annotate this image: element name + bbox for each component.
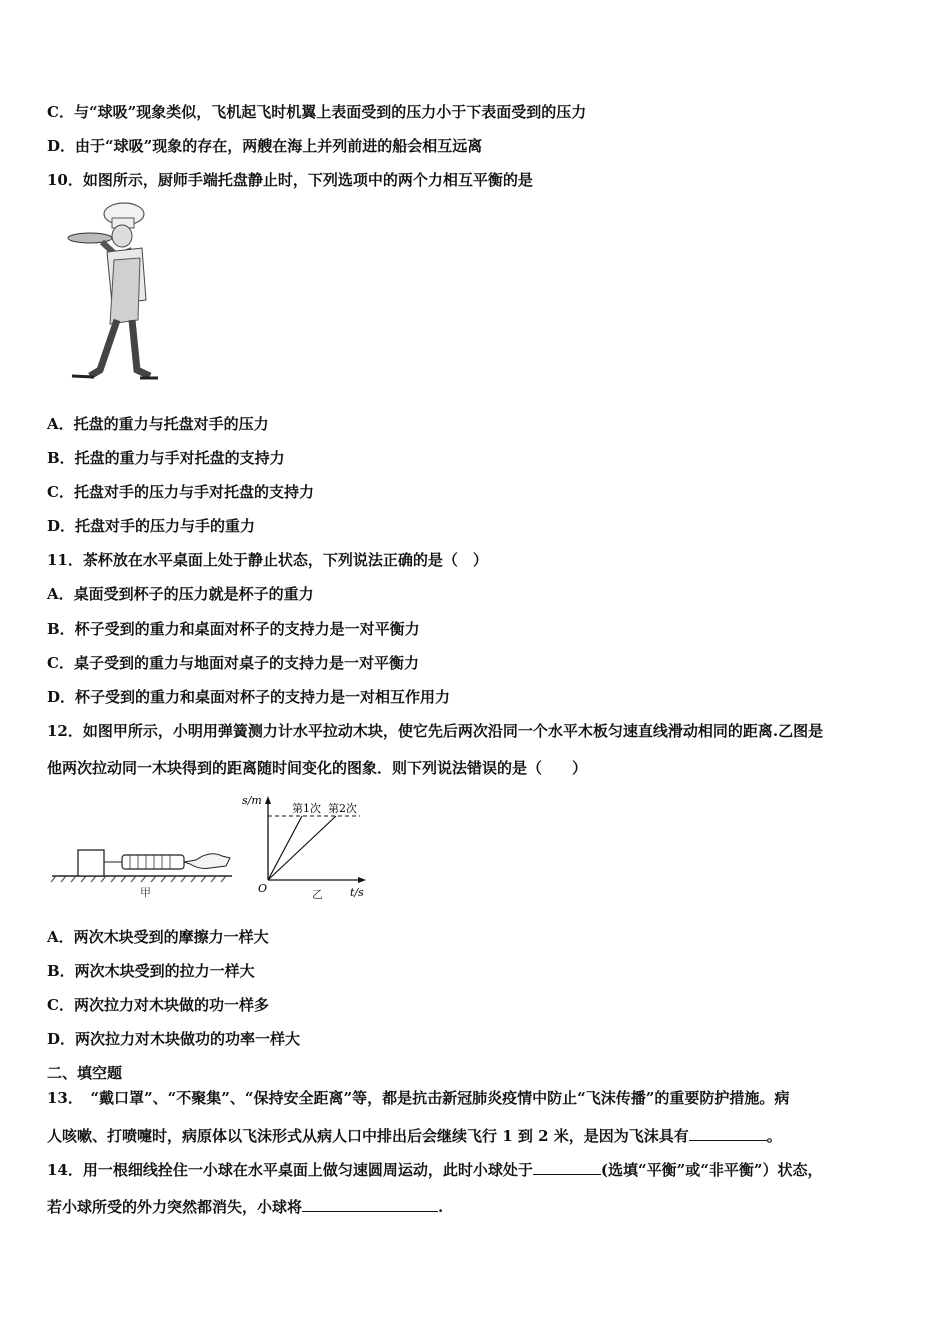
q11-option-a: A．桌面受到杯子的压力就是杯子的重力 [47,585,314,603]
figure-jia [50,840,240,900]
q11-option-b: B．杯子受到的重力和桌面对杯子的支持力是一对平衡力 [47,620,420,638]
wood-block [78,850,104,876]
series-2-label: 第2次 [328,802,357,815]
figure-jia-label: 甲 [140,886,151,899]
q11-option-c: C．桌子受到的重力与地面对桌子的支持力是一对平衡力 [47,654,419,672]
spring-scale [122,855,184,869]
q10-stem: 10．如图所示，厨师手端托盘静止时，下列选项中的两个力相互平衡的是 [47,171,533,189]
chef-figure [62,200,177,385]
ground-hatch [51,876,226,882]
series-1-label: 第1次 [292,802,321,815]
q13-line1: 13． “戴口罩”、“不聚集”、“保持安全距离”等，都是抗击新冠肺炎疫情中防止“飞沫传播”的重要防护措施。病 [47,1089,790,1107]
q12-option-a: A．两次木块受到的摩擦力一样大 [47,928,269,946]
s-t-graph [240,788,380,906]
q14-answer-blank-2[interactable] [302,1197,438,1212]
q10-option-c: C．托盘对手的压力与手对托盘的支持力 [47,483,314,501]
q10-option-b: B．托盘的重力与手对托盘的支持力 [47,449,285,467]
q11-option-d: D．杯子受到的重力和桌面对杯子的支持力是一对相互作用力 [47,688,451,706]
figure-yi [240,788,380,906]
q13-end: 。 [766,1127,782,1145]
y-axis-label: s/m [242,794,262,807]
figure-yi-label: 乙 [312,888,323,901]
q14-text2: 若小球所受的外力突然都消失，小球将 [47,1198,303,1216]
q10-option-a: A．托盘的重力与托盘对手的压力 [47,415,269,433]
q11-stem: 11．茶杯放在水平桌面上处于静止状态，下列说法正确的是（ ） [47,551,488,569]
q12-stem-line1: 12．如图甲所示，小明用弹簧测力计水平拉动木块，使它先后两次沿同一个水平木板匀速直线滑动相同的距离.乙图是 [47,722,824,740]
series-2-line [268,816,336,880]
q10-option-d: D．托盘对手的压力与手的重力 [47,517,256,535]
q13-line2 [47,1126,782,1146]
q13-text: 人咳嗽、打喷嚏时，病原体以飞沫形式从病人口中排出后会继续飞行 1 到 2 米，是因为飞沫具有 [47,1127,689,1145]
q9-option-d: D．由于“球吸”现象的存在，两艘在海上并列前进的船会相互远离 [47,137,483,155]
q14-line2 [47,1197,443,1217]
series-1-line [268,816,302,880]
x-axis-label: t/s [350,886,364,899]
q12-option-c: C．两次拉力对木块做的功一样多 [47,996,269,1014]
origin-label: O [258,882,268,895]
q13-answer-blank[interactable] [689,1126,767,1141]
q14-answer-blank-1[interactable] [533,1160,601,1175]
q12-stem-line2: 他两次拉动同一木块得到的距离随时间变化的图象．则下列说法错误的是（ ） [47,759,588,777]
q14-text1: 14．用一根细线拴住一小球在水平桌面上做匀速圆周运动，此时小球处于 [47,1161,533,1179]
q12-option-b: B．两次木块受到的拉力一样大 [47,962,255,980]
hand-icon [184,854,230,869]
q9-option-c: C．与“球吸”现象类似，飞机起飞时机翼上表面受到的压力小于下表面受到的压力 [47,103,587,121]
section-heading: 二、填空题 [47,1064,123,1082]
q14-line1 [47,1160,823,1180]
q14-end: . [438,1198,444,1216]
q12-option-d: D．两次拉力对木块做功的功率一样大 [47,1030,301,1048]
q14-choice-hint: (选填“平衡”或“非平衡”）状态， [600,1161,823,1179]
